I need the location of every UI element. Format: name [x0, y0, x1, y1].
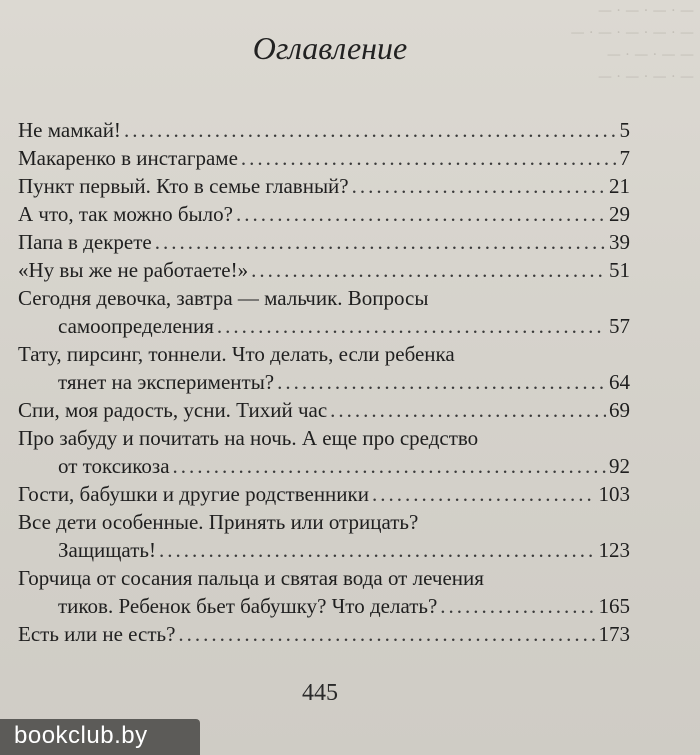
toc-entry-page: 92	[609, 454, 630, 478]
bleed-through-text: — · — · — · — — · — · — · — · — — · — · — — — · — · — · —	[570, 3, 694, 85]
toc-entry-page: 21	[609, 174, 630, 198]
toc-entry-page: 103	[598, 482, 630, 506]
toc-entry	[18, 256, 630, 284]
page-title: Оглавление	[252, 30, 408, 66]
toc-line	[18, 536, 630, 564]
toc-entry	[18, 480, 630, 508]
watermark-text: bookclub.by	[14, 722, 148, 749]
toc-entry-page: 123	[598, 538, 630, 562]
dot-leader	[277, 368, 606, 396]
toc-entry-title: Сегодня девочка, завтра — мальчик. Вопросы	[18, 286, 429, 310]
toc-line	[18, 144, 630, 172]
toc-line	[18, 200, 630, 228]
toc-entry	[18, 508, 630, 564]
toc-entry-page: 29	[609, 202, 630, 226]
toc-line	[18, 564, 630, 592]
toc-entry-title: Пункт первый. Кто в семье главный?	[18, 174, 349, 198]
toc-entry-title: «Ну вы же не работаете!»	[18, 258, 249, 282]
dot-leader	[372, 480, 596, 508]
table-of-contents	[18, 116, 630, 648]
toc-entry-title: Макаренко в инстаграме	[18, 146, 238, 170]
toc-line	[18, 424, 630, 452]
page-number: 445	[302, 680, 338, 706]
toc-entry-title: Спи, моя радость, усни. Тихий час	[18, 398, 328, 422]
toc-entry-page: 165	[598, 594, 630, 618]
toc-entry-title: Не мамкай!	[18, 118, 121, 142]
toc-entry-page: 39	[609, 230, 630, 254]
toc-entry-page: 64	[609, 370, 630, 394]
toc-entry-page: 51	[609, 258, 630, 282]
toc-entry-title: Есть или не есть?	[18, 622, 176, 646]
toc-entry-title: Гости, бабушки и другие родственники	[18, 482, 369, 506]
toc-entry	[18, 424, 630, 480]
toc-entry-title: Все дети особенные. Принять или отрицать?	[18, 510, 419, 534]
watermark	[0, 719, 200, 755]
toc-line	[18, 508, 630, 536]
dot-leader	[155, 228, 606, 256]
toc-entry-title: тянет на эксперименты?	[58, 370, 275, 394]
dot-leader	[178, 620, 595, 648]
dot-leader	[124, 116, 617, 144]
toc-entry-page: 5	[619, 118, 630, 142]
dot-leader	[440, 592, 595, 620]
toc-entry-page: 173	[598, 622, 630, 646]
toc-line	[18, 228, 630, 256]
toc-entry-title: Папа в декрете	[18, 230, 152, 254]
toc-line	[18, 284, 630, 312]
toc-line	[18, 172, 630, 200]
toc-line	[18, 592, 630, 620]
toc-entry	[18, 564, 630, 620]
toc-entry	[18, 396, 630, 424]
toc-line	[18, 340, 630, 368]
toc-entry-title: самоопределения	[58, 314, 214, 338]
toc-line	[18, 256, 630, 284]
toc-line	[18, 452, 630, 480]
toc-line	[18, 312, 630, 340]
dot-leader	[159, 536, 596, 564]
toc-entry-title: от токсикоза	[58, 454, 170, 478]
toc-entry	[18, 200, 630, 228]
toc-entry	[18, 340, 630, 396]
toc-entry-title: А что, так можно было?	[18, 202, 233, 226]
toc-line	[18, 368, 630, 396]
toc-line	[18, 396, 630, 424]
toc-entry-title: Тату, пирсинг, тоннели. Что делать, если ребенка	[18, 342, 455, 366]
toc-entry	[18, 116, 630, 144]
toc-entry	[18, 620, 630, 648]
toc-entry-page: 7	[619, 146, 630, 170]
toc-entry	[18, 284, 630, 340]
dot-leader	[217, 312, 606, 340]
dot-leader	[236, 200, 606, 228]
toc-line	[18, 116, 630, 144]
toc-entry	[18, 228, 630, 256]
toc-entry-page: 69	[609, 398, 630, 422]
toc-line	[18, 480, 630, 508]
toc-entry-page: 57	[609, 314, 630, 338]
dot-leader	[352, 172, 606, 200]
dot-leader	[330, 396, 606, 424]
toc-entry-title: Защищать!	[58, 538, 156, 562]
dot-leader	[251, 256, 606, 284]
dot-leader	[173, 452, 606, 480]
toc-entry	[18, 144, 630, 172]
toc-entry-title: Про забуду и почитать на ночь. А еще про средство	[18, 426, 479, 450]
toc-entry	[18, 172, 630, 200]
toc-line	[18, 620, 630, 648]
toc-entry-title: тиков. Ребенок бьет бабушку? Что делать?	[58, 594, 438, 618]
toc-entry-title: Горчица от сосания пальца и святая вода от лечения	[18, 566, 484, 590]
dot-leader	[241, 144, 617, 172]
